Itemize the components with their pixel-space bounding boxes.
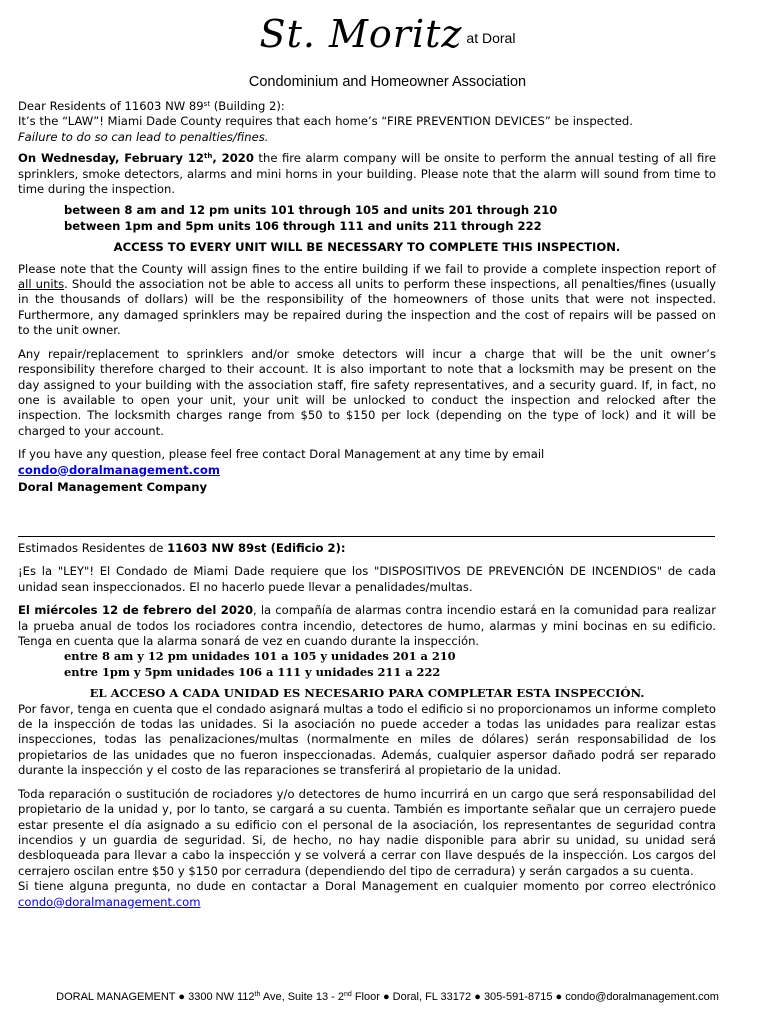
access-notice: ACCESS TO EVERY UNIT WILL BE NECESSARY TO COMPLETE THIS INSPECTION. xyxy=(113,240,621,255)
date-paragraph-es: El miércoles 12 de febrero del 2020, la compañía de alarmas contra incendio estará en la comunidad para realizar la prueba anual de todos los rociadores contra incendio, detectores de humo, alarmas y mini bocinas en su edificio. Tenga en cuenta que la alarma sonará de vez en cuando durante la inspección. xyxy=(18,603,717,649)
law-line-es: ¡Es la "LEY"! El Condado de Miami Dade requiere que los "DISPOSITIVOS DE PREVENCIÓN DE INCENDIOS" de cada unidad sean inspeccionados. El no hacerlo puede llevar a penalidades/multas. xyxy=(18,564,716,594)
schedule-line-1: between 8 am and 12 pm units 101 through 105 and units 201 through 210 xyxy=(64,203,558,218)
contact-line-es: Si tiene alguna pregunta, no dude en contactar a Doral Management en cualquier momento por correo electrónico condo@doralmanagement.com xyxy=(18,879,716,909)
signature: Doral Management Company xyxy=(18,479,208,494)
repair-paragraph-es: Toda reparación o sustitución de rociadores y/o detectores de humo incurrirá en un cargo que será responsabilidad del propietario de la unidad y, por lo tanto, se cargará a su cuenta. También es importante señalar que un cerrajero puede estar presente el día asignado a su edificio con el personal de la asociación, los representantes de seguridad contra incendios y un guardia de seguridad. Si, de hecho, no hay nadie disponible para abrir su unidad, su unidad será desbloqueada para llevar a cabo la inspección y se volverá a cerrar con llave después de la inspección. Los cargos del cerrajero oscilan entre $50 y $150 por cerradura (dependiendo del tipo de cerradura) y serán cargados a su cuenta. xyxy=(18,786,716,878)
association-title: Condominium and Homeowner Association xyxy=(248,74,527,90)
logo-suffix: at Doral xyxy=(466,30,516,46)
repair-paragraph: Any repair/replacement to sprinklers and/or smoke detectors will incur a charge that will be the unit owner’s responsibility therefore charged to their account. It is also important to note that a locksmith may be present on the day assigned to your building with the association staff, fire safety representatives, and a security guard. If, in fact, no one is available to open your unit, your unit will be unlocked to conduct the inspection and relocked after the inspection. The locksmith charges range from $50 to $150 per lock (depending on the type of lock) and it will be charged to your account. xyxy=(18,346,716,438)
english-section xyxy=(18,99,716,495)
fines-paragraph-es: Por favor, tenga en cuenta que el condado asignará multas a todo el edificio si no proporcionamos un informe completo de la inspección de todas las unidades. Si la asociación no puede acceder a todas las unidades para realizar estas inspecciones, todas las penalizaciones/multas (normalmente en miles de dólares) serán responsabilidad de los propietarios de las unidades que no fueron inspeccionadas. Además, cualquier aspersor dañado podrá ser reparado durante la inspección y el costo de las reparaciones se transferirá al propietario de la unidad. xyxy=(18,701,716,778)
date-paragraph: On Wednesday, February 12th, 2020 the fire alarm company will be onsite to perform the annual testing of all fire sprinklers, smoke detectors, alarms and mini horns in your building. Please note that the alarm will sound from time to time during the inspection. xyxy=(18,151,716,197)
failure-line: Failure to do so can lead to penalties/fines. xyxy=(18,129,269,144)
schedule-line-2-es: entre 1pm y 5pm unidades 106 a 111 y unidades 211 a 222 xyxy=(64,664,441,679)
logo xyxy=(0,12,775,56)
email-link[interactable]: condo@doralmanagement.com xyxy=(18,462,220,477)
schedule-line-2: between 1pm and 5pm units 106 through 111 and units 211 through 222 xyxy=(64,218,542,233)
logo-script: St. Moritz xyxy=(259,12,463,56)
spanish-section xyxy=(18,541,716,910)
greeting: Dear Residents of 11603 NW 89st (Building 2): xyxy=(18,99,285,113)
greeting-es: Estimados Residentes de 11603 NW 89st (Edificio 2): xyxy=(18,541,346,555)
email-link-es[interactable]: condo@doralmanagement.com xyxy=(18,894,201,909)
contact-line: If you have any question, please feel free contact Doral Management at any time by email xyxy=(18,447,545,462)
fines-paragraph: Please note that the County will assign fines to the entire building if we fail to provide a complete inspection report of all units. Should the association not be able to access all units to perform these inspections, all penalties/fines (usually in the thousands of dollars) will be the responsibility of the homeowners of those units that were not inspected. Furthermore, any damaged sprinklers may be repaired during the inspection and the cost of repairs will be passed on to the unit owner. xyxy=(18,261,716,338)
section-divider xyxy=(18,536,715,537)
access-notice-es: EL ACCESO A CADA UNIDAD ES NECESARIO PARA COMPLETAR ESTA INSPECCIÓN. xyxy=(89,686,645,701)
footer: DORAL MANAGEMENT ● 3300 NW 112th Ave, Suite 13 - 2nd Floor ● Doral, FL 33172 ● 305-591-8715 ● condo@doralmanagement.com xyxy=(56,991,719,1003)
law-line: It’s the “LAW”! Miami Dade County requires that each home’s “FIRE PREVENTION DEVICES” be inspected. xyxy=(18,114,633,129)
schedule-line-1-es: entre 8 am y 12 pm unidades 101 a 105 y unidades 201 a 210 xyxy=(64,649,456,664)
